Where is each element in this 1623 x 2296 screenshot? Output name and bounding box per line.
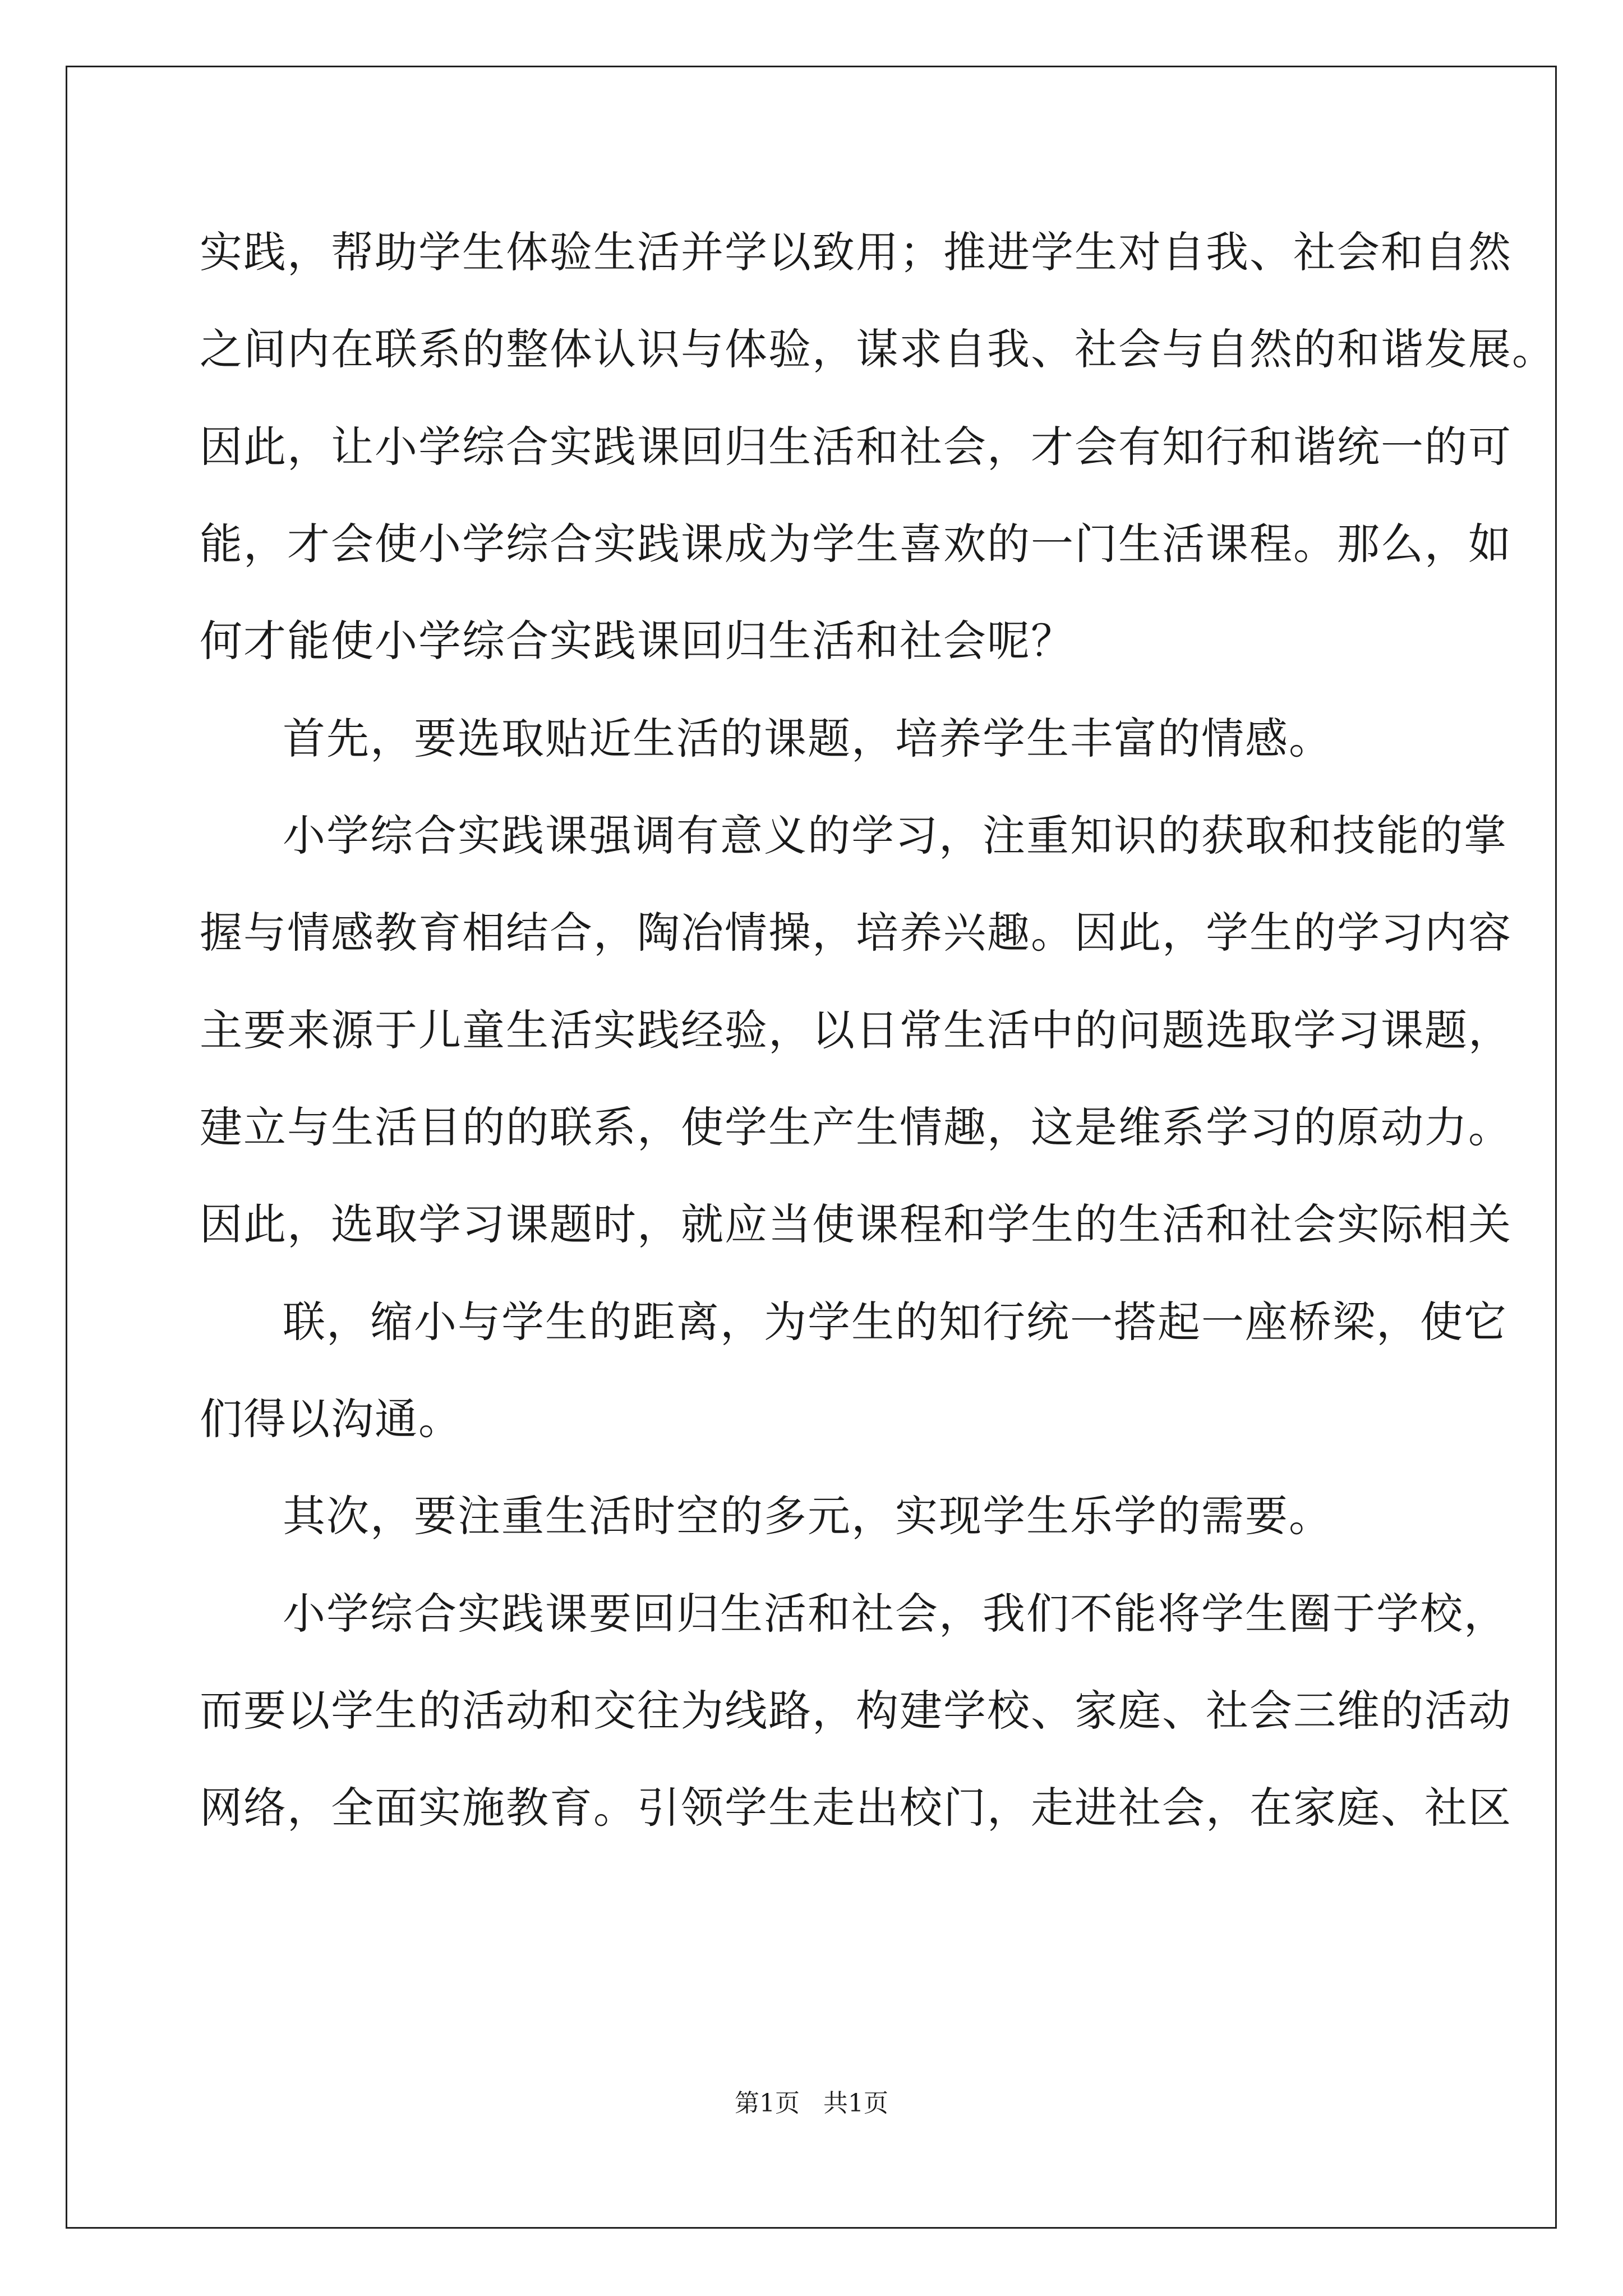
text-line: 小学综合实践课要回归生活和社会，我们不能将学生圈于学校， — [283, 1589, 1507, 1639]
text-line: 何才能使小学综合实践课回归生活和社会呢？ — [200, 616, 1075, 666]
page-footer: 第1页 共1页 — [735, 2089, 888, 2118]
text-line: 实践，帮助学生体验生活并学以致用；推进学生对自我、社会和自然 — [200, 227, 1512, 277]
text-line: 网络，全面实施教育。引领学生走出校门，走进社会，在家庭、社区 — [200, 1783, 1512, 1833]
text-line: 建立与生活目的的联系，使学生产生情趣，这是维系学习的原动力。 — [200, 1102, 1512, 1152]
text-line: 们得以沟通。 — [200, 1394, 462, 1444]
text-line: 联，缩小与学生的距离，为学生的知行统一搭起一座桥梁，使它 — [283, 1297, 1507, 1347]
text-line: 之间内在联系的整体认识与体验，谋求自我、社会与自然的和谐发展。 — [200, 324, 1556, 374]
text-line: 而要以学生的活动和交往为线路，构建学校、家庭、社会三维的活动 — [200, 1686, 1512, 1736]
text-line: 主要来源于儿童生活实践经验，以日常生活中的问题选取学习课题， — [200, 1005, 1512, 1055]
text-line: 能，才会使小学综合实践课成为学生喜欢的一门生活课程。那么，如 — [200, 519, 1512, 569]
text-line: 因此，让小学综合实践课回归生活和社会，才会有知行和谐统一的可 — [200, 422, 1512, 472]
text-line: 其次，要注重生活时空的多元，实现学生乐学的需要。 — [283, 1491, 1332, 1541]
text-line: 因此，选取学习课题时，就应当使课程和学生的生活和社会实际相关 — [200, 1199, 1512, 1249]
text-line: 握与情感教育相结合，陶冶情操，培养兴趣。因此，学生的学习内容 — [200, 908, 1512, 958]
text-line: 小学综合实践课强调有意义的学习，注重知识的获取和技能的掌 — [283, 811, 1507, 861]
text-line: 首先，要选取贴近生活的课题，培养学生丰富的情感。 — [283, 714, 1332, 763]
